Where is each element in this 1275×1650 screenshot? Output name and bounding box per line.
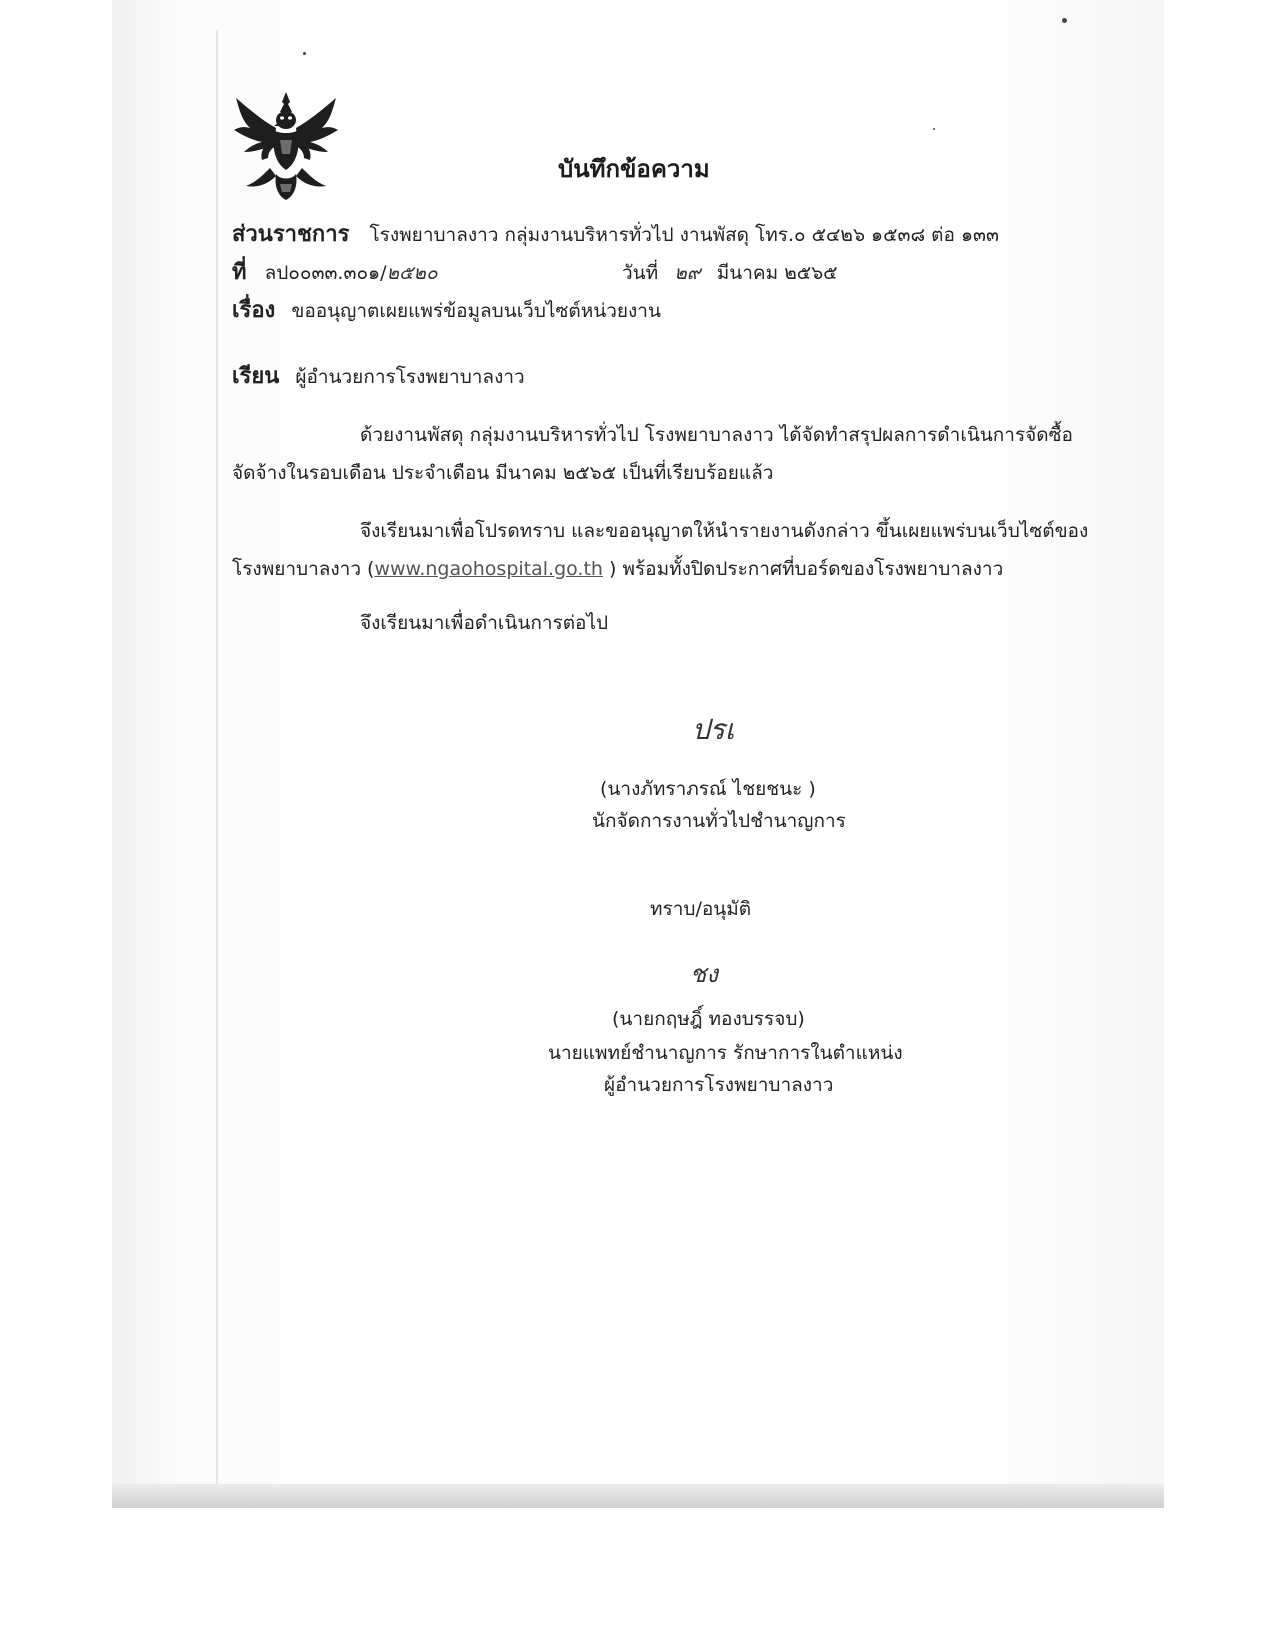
paragraph-1-line-1: ด้วยงานพัสดุ กลุ่มงานบริหารทั่วไป โรงพยาบาลงาว ได้จัดทำสรุปผลการดำเนินการจัดซื้อ — [360, 424, 1073, 446]
memo-title: บันทึกข้อความ — [558, 155, 710, 183]
signer-1-name: (นางภัทราภรณ์ ไชยชนะ ) — [600, 778, 816, 800]
approver-name: (นายกฤษฎิ์ ทองบรรจบ) — [612, 1008, 805, 1030]
paragraph-2-line-2-end: ) พร้อมทั้งปิดประกาศที่บอร์ดของโรงพยาบาลงาว — [602, 558, 1004, 580]
paragraph-1-line-2: จัดจ้างในรอบเดือน ประจำเดือน มีนาคม ๒๕๖๕ เป็นที่เรียบร้อยแล้ว — [232, 462, 774, 484]
website-link[interactable]: www.ngaohospital.go.th — [374, 558, 603, 580]
garuda-emblem — [232, 90, 340, 202]
signer-1-position: นักจัดการงานทั่วไปชำนาญการ — [592, 810, 846, 832]
reference-handwritten-number: ๒๕๒๐ — [386, 262, 438, 284]
agency-line — [232, 222, 999, 248]
date-month-year: มีนาคม ๒๕๖๕ — [716, 262, 838, 284]
signature-1: ปรเ — [692, 713, 735, 746]
date-label: วันที่ — [622, 262, 659, 284]
scan-speck — [933, 128, 935, 130]
signature-2: ชง — [690, 960, 719, 988]
reference-line — [232, 260, 438, 286]
scan-speck — [1062, 18, 1067, 23]
page-fold-line — [216, 30, 218, 1490]
reference-number: ลป๐๐๓๓.๓๐๑/ — [264, 262, 387, 284]
to-label: เรียน — [232, 364, 280, 389]
paragraph-3: จึงเรียนมาเพื่อดำเนินการต่อไป — [360, 612, 609, 634]
reference-label: ที่ — [232, 260, 247, 285]
subject-value: ขออนุญาตเผยแพร่ข้อมูลบนเว็บไซต์หน่วยงาน — [291, 300, 661, 322]
agency-label: ส่วนราชการ — [232, 222, 350, 247]
subject-line — [232, 298, 661, 324]
subject-label: เรื่อง — [232, 298, 276, 323]
scan-speck — [303, 52, 306, 55]
paragraph-2-line-2-start: โรงพยาบาลงาว ( — [232, 558, 375, 580]
to-value: ผู้อำนวยการโรงพยาบาลงาว — [295, 366, 525, 388]
approver-position-line-2: ผู้อำนวยการโรงพยาบาลงาว — [604, 1074, 834, 1096]
paragraph-2-line-1: จึงเรียนมาเพื่อโปรดทราบ และขออนุญาตให้นำรายงานดังกล่าว ขึ้นเผยแพร่บนเว็บไซต์ของ — [360, 520, 1089, 542]
agency-value: โรงพยาบาลงาว กลุ่มงานบริหารทั่วไป งานพัสดุ โทร.๐ ๕๔๒๖ ๑๕๓๘ ต่อ ๑๓๓ — [369, 224, 1000, 246]
page-bottom-edge — [112, 1484, 1164, 1508]
approval-text: ทราบ/อนุมัติ — [650, 898, 752, 920]
date-day-handwritten: ๒๙ — [674, 262, 701, 284]
paragraph-2-line-2 — [232, 556, 1003, 582]
approver-position-line-1: นายแพทย์ชำนาญการ รักษาการในตำแหน่ง — [548, 1042, 903, 1064]
to-line — [232, 364, 525, 390]
date-line — [622, 260, 838, 286]
